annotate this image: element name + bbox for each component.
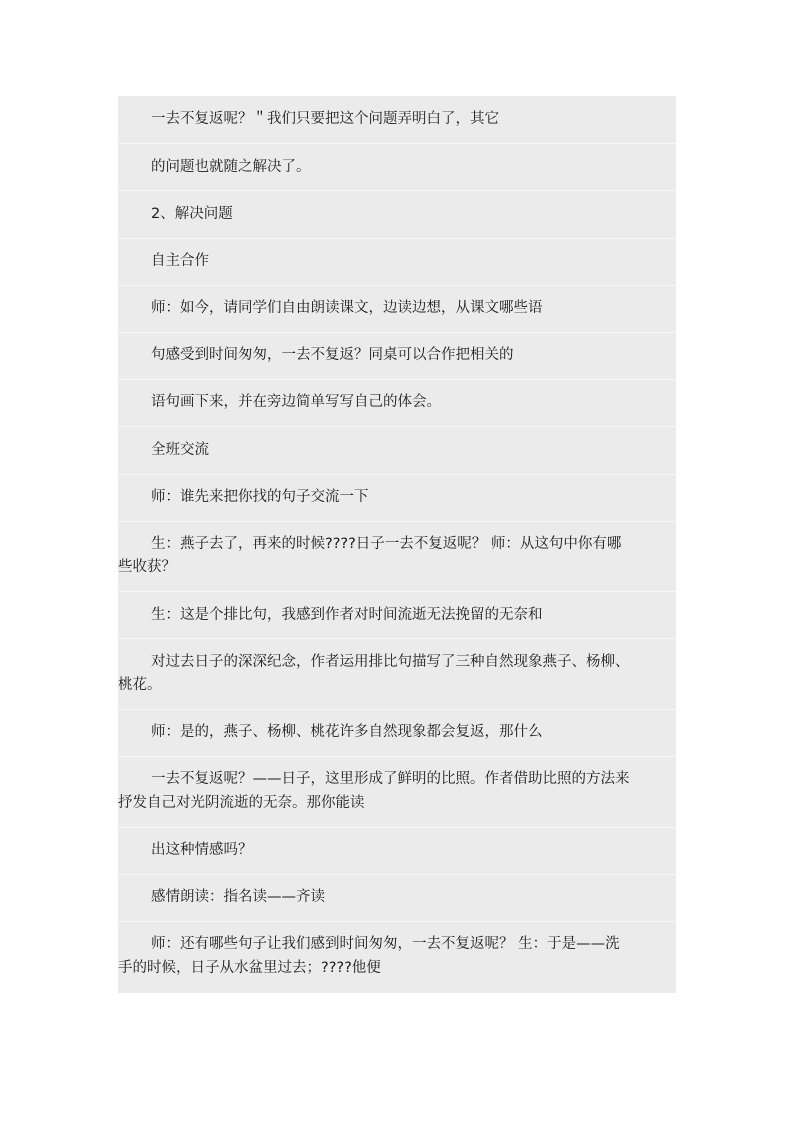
text-line: 生：燕子去了，再来的时候????日子一去不复返呢？ 师：从这句中你有哪 [151, 535, 622, 552]
text-line: 师：谁先来把你找的句子交流一下 [151, 488, 369, 505]
paragraph [118, 756, 676, 827]
text-line: 手的时候，日子从水盆里过去；????他便 [118, 959, 381, 976]
text-line: 感情朗读：指名读——齐读 [151, 889, 325, 906]
paragraph [118, 709, 676, 756]
paragraph [118, 474, 676, 521]
text-line: 一去不复返呢？——日子，这里形成了鲜明的比照。作者借助比照的方法来 [151, 771, 630, 788]
text-line: 自主合作 [151, 252, 209, 269]
text-line: 语句画下来，并在旁边简单写写自己的体会。 [151, 394, 441, 411]
text-line: 对过去日子的深深纪念，作者运用排比句描写了三种自然现象燕子、杨柳、 [151, 653, 630, 670]
text-line: 师：还有哪些句子让我们感到时间匆匆，一去不复返呢？ 生：于是——洗 [151, 936, 620, 953]
subheading [118, 238, 676, 285]
paragraph [118, 143, 676, 190]
paragraph [118, 591, 676, 638]
text-line: 桃花。 [118, 677, 162, 694]
text-line: 出这种情感吗？ [151, 841, 253, 858]
paragraph [118, 638, 676, 709]
text-line: 师：如今，请同学们自由朗读课文，边读边想，从课文哪些语 [151, 300, 543, 317]
paragraph [118, 921, 676, 992]
text-line: 些收获？ [118, 559, 176, 576]
text-line: 抒发自己对光阴流逝的无奈。那你能读 [118, 794, 365, 811]
document-text-block [118, 96, 676, 993]
paragraph [118, 521, 676, 592]
text-line: 一去不复返呢？＂我们只要把这个问题弄明白了，其它 [151, 110, 499, 127]
section-heading [118, 190, 676, 237]
subheading [118, 426, 676, 473]
text-line: 生：这是个排比句，我感到作者对时间流逝无法挽留的无奈和 [151, 606, 543, 623]
text-line: 句感受到时间匆匆，一去不复返？同桌可以合作把相关的 [151, 347, 514, 364]
paragraph [118, 827, 676, 874]
text-line: 2、解决问题 [151, 205, 233, 222]
paragraph [118, 285, 676, 332]
paragraph [118, 96, 676, 143]
text-line: 的问题也就随之解决了。 [151, 158, 311, 175]
paragraph [118, 379, 676, 426]
text-line: 师：是的，燕子、杨柳、桃花许多自然现象都会复返，那什么 [151, 724, 543, 741]
text-line: 全班交流 [151, 441, 209, 458]
paragraph [118, 332, 676, 379]
paragraph [118, 874, 676, 921]
